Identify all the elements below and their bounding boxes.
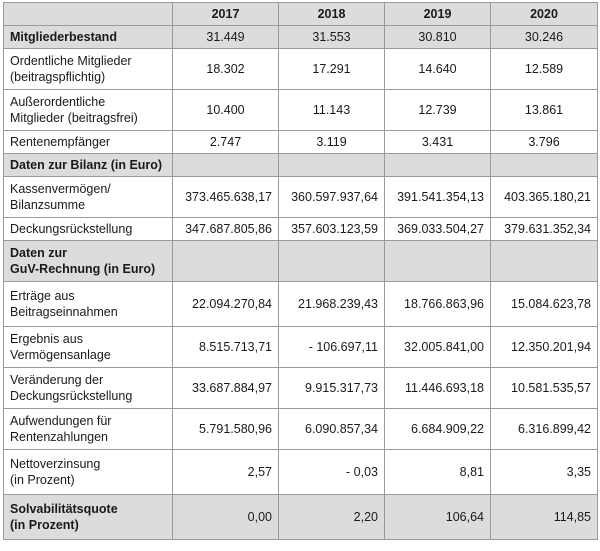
row-label: Mitgliederbestand <box>4 26 173 49</box>
cell-value: 3.119 <box>279 131 385 154</box>
cell-value: 6.090.857,34 <box>279 409 385 450</box>
year-header: 2019 <box>385 3 491 26</box>
cell-value: 18.302 <box>173 49 279 90</box>
cell-value: 357.603.123,59 <box>279 218 385 241</box>
cell-value: 13.861 <box>491 90 598 131</box>
row-label: Ergebnis aus Vermögensanlage <box>4 327 173 368</box>
cell-value: 3.431 <box>385 131 491 154</box>
row-label: Kassenvermögen/ Bilanzsumme <box>4 177 173 218</box>
section-label: Daten zur GuV-Rechnung (in Euro) <box>4 241 173 282</box>
cell-value: 6.316.899,42 <box>491 409 598 450</box>
financial-data-table <box>3 2 598 540</box>
cell-value: 11.446.693,18 <box>385 368 491 409</box>
table-row <box>4 49 598 90</box>
cell-value: 8.515.713,71 <box>173 327 279 368</box>
table-row <box>4 131 598 154</box>
cell-value: 3.796 <box>491 131 598 154</box>
row-label: Deckungsrückstellung <box>4 218 173 241</box>
cell-value: 31.449 <box>173 26 279 49</box>
cell-value: 12.589 <box>491 49 598 90</box>
table-row <box>4 90 598 131</box>
cell-value: 379.631.352,34 <box>491 218 598 241</box>
year-header: 2020 <box>491 3 598 26</box>
cell-value: 2.747 <box>173 131 279 154</box>
table-row <box>4 327 598 368</box>
cell-value: 14.640 <box>385 49 491 90</box>
row-label: Aufwendungen für Rentenzahlungen <box>4 409 173 450</box>
cell-value: 6.684.909,22 <box>385 409 491 450</box>
row-label: Rentenempfänger <box>4 131 173 154</box>
table-row <box>4 368 598 409</box>
cell-value: 10.581.535,57 <box>491 368 598 409</box>
year-header: 2017 <box>173 3 279 26</box>
cell-value: 12.739 <box>385 90 491 131</box>
section-header-row <box>4 241 598 282</box>
cell-value: 15.084.623,78 <box>491 282 598 327</box>
table-row <box>4 409 598 450</box>
section-header-row <box>4 154 598 177</box>
cell-value: 5.791.580,96 <box>173 409 279 450</box>
cell-value: 0,00 <box>173 495 279 540</box>
section-label: Daten zur Bilanz (in Euro) <box>4 154 173 177</box>
corner-cell <box>4 3 173 26</box>
cell-value: 347.687.805,86 <box>173 218 279 241</box>
table-row <box>4 495 598 540</box>
cell-value: 369.033.504,27 <box>385 218 491 241</box>
cell-value: 8,81 <box>385 450 491 495</box>
cell-value: 3,35 <box>491 450 598 495</box>
row-label: Nettoverzinsung (in Prozent) <box>4 450 173 495</box>
cell-value: 22.094.270,84 <box>173 282 279 327</box>
row-label: Solvabilitätsquote (in Prozent) <box>4 495 173 540</box>
table-row <box>4 450 598 495</box>
cell-value: 2,20 <box>279 495 385 540</box>
cell-value: - 0,03 <box>279 450 385 495</box>
cell-value: 31.553 <box>279 26 385 49</box>
cell-value: 9.915.317,73 <box>279 368 385 409</box>
cell-value: 360.597.937,64 <box>279 177 385 218</box>
cell-value: 2,57 <box>173 450 279 495</box>
cell-value: 17.291 <box>279 49 385 90</box>
cell-value: 30.810 <box>385 26 491 49</box>
cell-value: 12.350.201,94 <box>491 327 598 368</box>
cell-value: 373.465.638,17 <box>173 177 279 218</box>
table-row <box>4 218 598 241</box>
cell-value: 106,64 <box>385 495 491 540</box>
cell-value: 32.005.841,00 <box>385 327 491 368</box>
cell-value: 30.246 <box>491 26 598 49</box>
row-label: Veränderung der Deckungsrückstellung <box>4 368 173 409</box>
cell-value: 33.687.884,97 <box>173 368 279 409</box>
table-row <box>4 177 598 218</box>
cell-value: 18.766.863,96 <box>385 282 491 327</box>
row-label: Ordentliche Mitglieder (beitragspflichtig) <box>4 49 173 90</box>
year-header: 2018 <box>279 3 385 26</box>
cell-value: 11.143 <box>279 90 385 131</box>
row-label: Erträge aus Beitragseinnahmen <box>4 282 173 327</box>
row-label: Außerordentliche Mitglieder (beitragsfrei) <box>4 90 173 131</box>
cell-value: 21.968.239,43 <box>279 282 385 327</box>
cell-value: 10.400 <box>173 90 279 131</box>
cell-value: 391.541.354,13 <box>385 177 491 218</box>
table-row <box>4 282 598 327</box>
cell-value: 403.365.180,21 <box>491 177 598 218</box>
cell-value: - 106.697,11 <box>279 327 385 368</box>
header-row <box>4 3 598 26</box>
table-row <box>4 26 598 49</box>
cell-value: 114,85 <box>491 495 598 540</box>
